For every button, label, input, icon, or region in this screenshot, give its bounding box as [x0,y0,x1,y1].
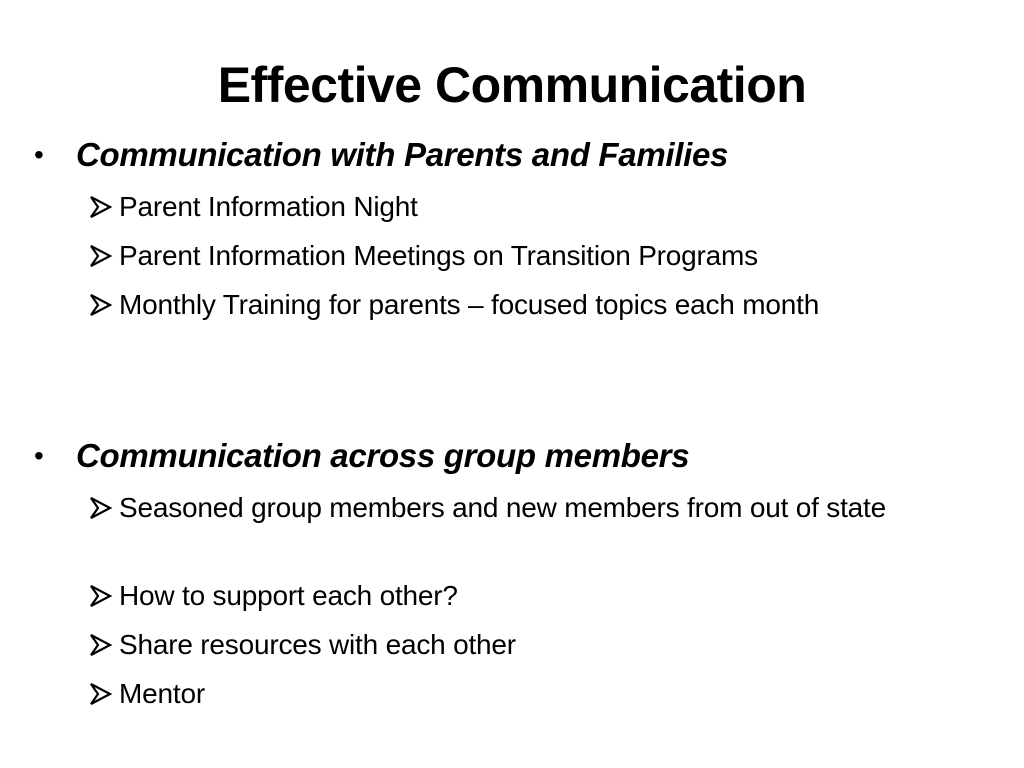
bullet-dot-icon: • [34,139,44,170]
arrow-bullet-icon [88,682,114,706]
arrow-bullet-icon [88,244,114,268]
list-item [88,236,988,276]
slide-title: Effective Communication [217,57,807,113]
arrow-bullet-icon [88,195,114,219]
list-item-text: How to support each other? [119,580,458,611]
list-item [88,674,988,714]
list-item [88,488,968,528]
list-item-text: Monthly Training for parents – focused topics each month [119,289,820,320]
arrow-bullet-icon [88,496,114,520]
list-item-text: Parent Information Meetings on Transition Programs [119,240,758,271]
list-item [88,187,988,227]
list-item-text: Seasoned group members and new members from out of state [119,492,886,523]
list-item [88,576,988,616]
list-item-text: Mentor [119,678,205,709]
section-heading-text: Communication with Parents and Families [76,136,729,173]
list-item [88,285,988,325]
list-item-text: Parent Information Night [119,191,418,222]
arrow-bullet-icon [88,633,114,657]
section-heading-text: Communication across group members [76,437,690,474]
arrow-bullet-icon [88,584,114,608]
bullet-dot-icon: • [34,440,44,471]
list-item-text: Share resources with each other [119,629,516,660]
list-item [88,625,988,665]
arrow-bullet-icon [88,293,114,317]
